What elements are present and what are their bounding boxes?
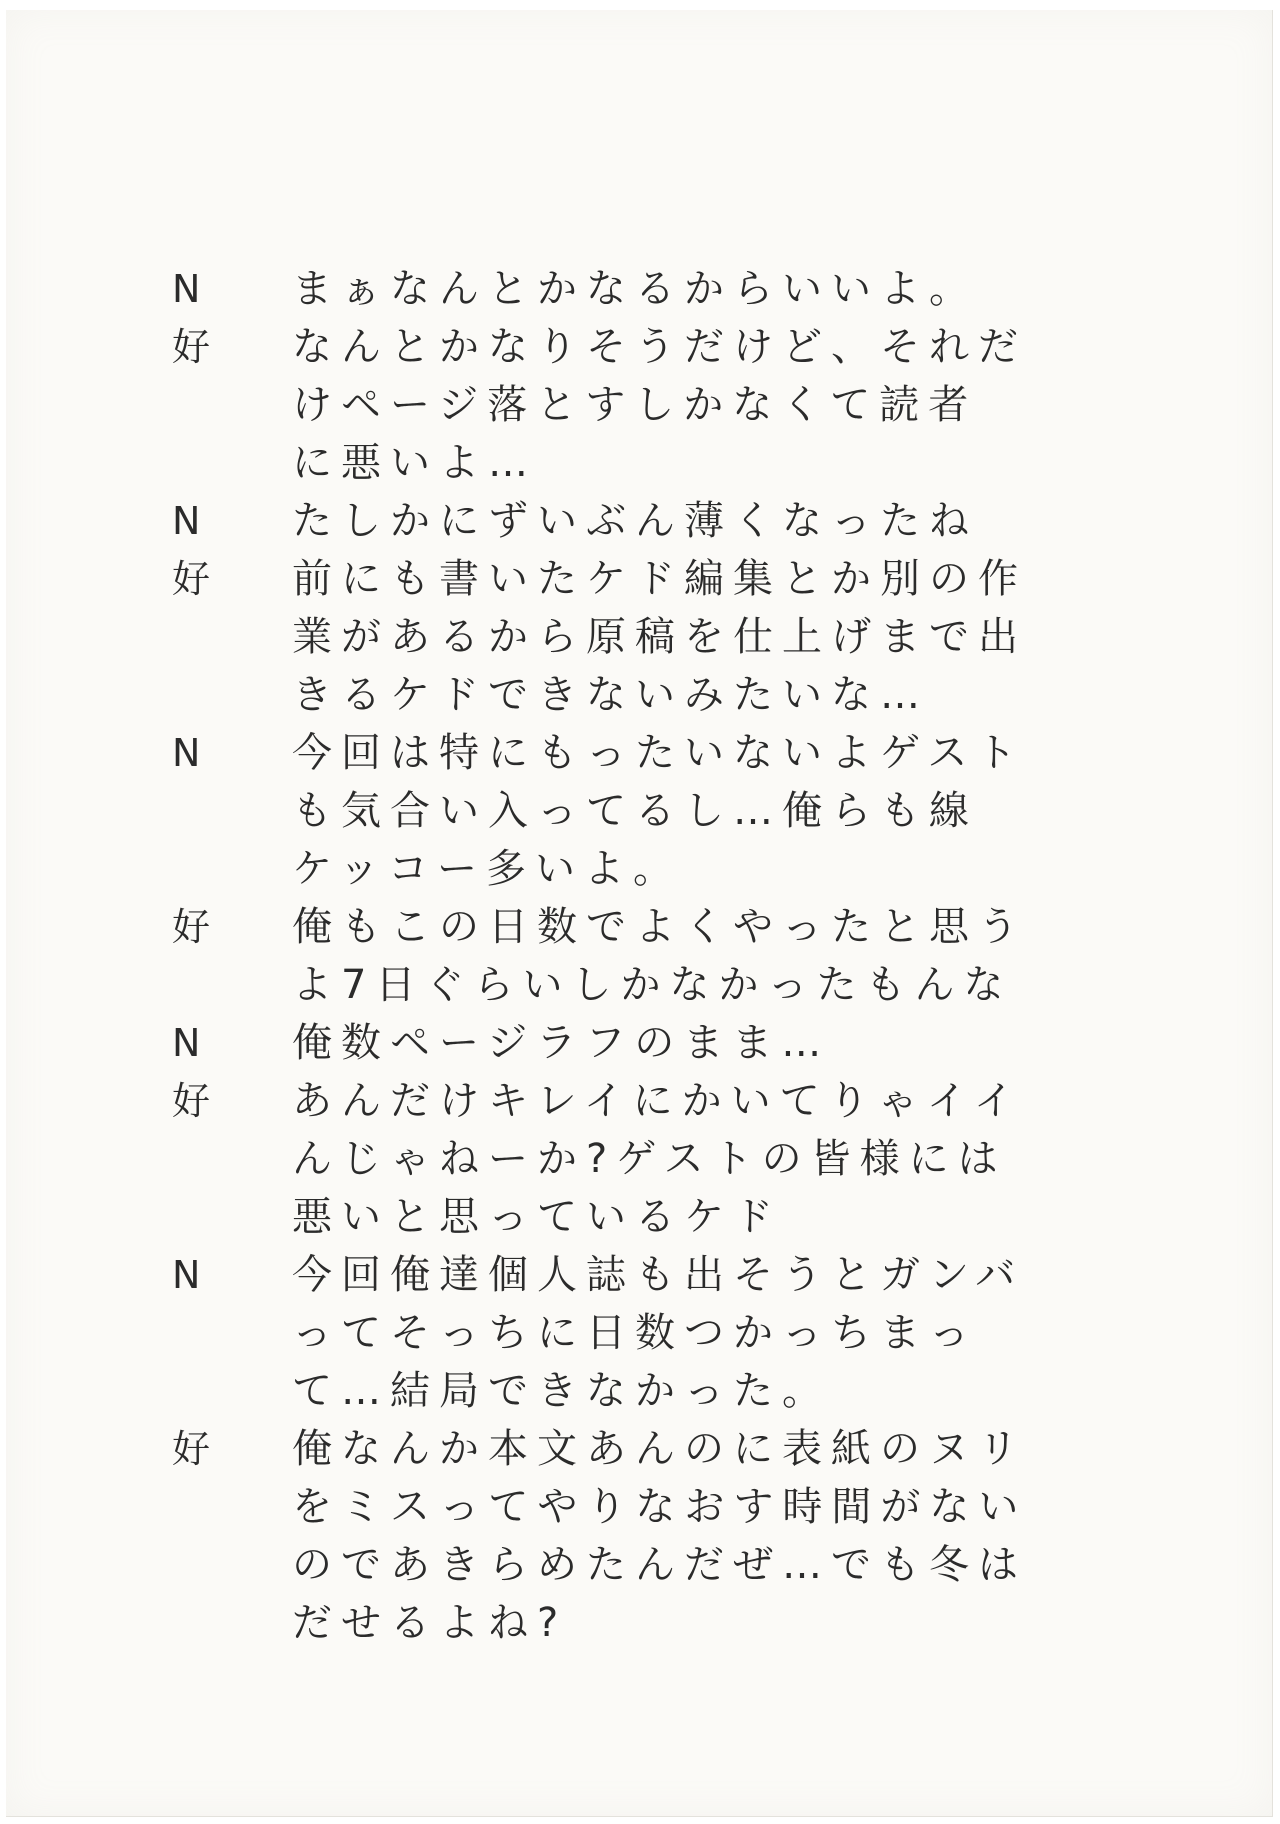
dialogue-text: 前にも書いたケド編集とか別の作	[292, 556, 1027, 602]
dialogue-line	[172, 1246, 1172, 1304]
dialogue-text: ケッコー多いよ。	[292, 846, 682, 892]
speaker-label: 好	[172, 1079, 211, 1123]
dialogue-line	[172, 1188, 1172, 1246]
dialogue-text: て…結局できなかった。	[292, 1368, 831, 1414]
speaker-label: N	[172, 1021, 201, 1065]
speaker-label: 好	[172, 325, 211, 369]
dialogue-line	[172, 666, 1172, 724]
speaker-label: N	[172, 267, 201, 311]
dialogue-text: ってそっちに日数つかっちまっ	[292, 1310, 978, 1356]
speaker-label: N	[172, 731, 201, 775]
speaker-label: 好	[172, 1427, 211, 1471]
dialogue-line	[172, 376, 1172, 434]
dialogue-line	[172, 434, 1172, 492]
dialogue-line	[172, 840, 1172, 898]
speaker-label: N	[172, 499, 201, 543]
dialogue-line	[172, 318, 1172, 376]
speaker-label: N	[172, 1253, 201, 1297]
dialogue-text: 俺もこの日数でよくやったと思う	[292, 904, 1027, 950]
dialogue-text: 今回俺達個人誌も出そうとガンバ	[292, 1252, 1025, 1298]
dialogue-text: まぁなんとかなるからいいよ。	[292, 266, 978, 312]
dialogue-line	[172, 782, 1172, 840]
dialogue-text: に悪いよ…	[292, 440, 537, 486]
dialogue-line	[172, 550, 1172, 608]
dialogue-text: んじゃねーか?ゲストの皆様には	[292, 1136, 1007, 1182]
dialogue-text: も気合い入ってるし…俺らも線	[292, 788, 978, 834]
dialogue-line	[172, 260, 1172, 318]
dialogue-line	[172, 1304, 1172, 1362]
dialogue-line	[172, 1362, 1172, 1420]
dialogue-line	[172, 1072, 1172, 1130]
dialogue-line	[172, 1478, 1172, 1536]
speaker-label: 好	[172, 905, 211, 949]
dialogue-text: 今回は特にもったいないよゲスト	[292, 730, 1026, 776]
dialogue-text: よ7日ぐらいしかなかったもんな	[292, 962, 1013, 1008]
dialogue-text: 俺数ページラフのまま…	[292, 1020, 831, 1066]
dialogue-transcript	[172, 260, 1172, 1652]
dialogue-line	[172, 956, 1172, 1014]
dialogue-text: をミスってやりなおす時間がない	[292, 1484, 1028, 1530]
dialogue-line	[172, 608, 1172, 666]
dialogue-text: なんとかなりそうだけど、それだ	[292, 324, 1027, 370]
dialogue-line	[172, 1014, 1172, 1072]
paper-page	[6, 10, 1273, 1817]
dialogue-line	[172, 1130, 1172, 1188]
dialogue-text: あんだけキレイにかいてりゃイイ	[292, 1078, 1023, 1124]
dialogue-line	[172, 1420, 1172, 1478]
dialogue-text: 業があるから原稿を仕上げまで出	[292, 614, 1027, 660]
dialogue-line	[172, 1594, 1172, 1652]
dialogue-text: だせるよね?	[292, 1600, 568, 1646]
dialogue-text: きるケドできないみたいな…	[292, 672, 929, 718]
dialogue-text: けページ落とすしかなくて読者	[292, 382, 978, 428]
dialogue-line	[172, 1536, 1172, 1594]
dialogue-text: 俺なんか本文あんのに表紙のヌリ	[292, 1426, 1027, 1472]
dialogue-line	[172, 898, 1172, 956]
speaker-label: 好	[172, 557, 211, 601]
dialogue-line	[172, 724, 1172, 782]
dialogue-text: たしかにずいぶん薄くなったね	[292, 498, 978, 544]
dialogue-text: 悪いと思っているケド	[292, 1194, 782, 1240]
dialogue-line	[172, 492, 1172, 550]
dialogue-text: のであきらめたんだぜ…でも冬は	[292, 1542, 1027, 1588]
